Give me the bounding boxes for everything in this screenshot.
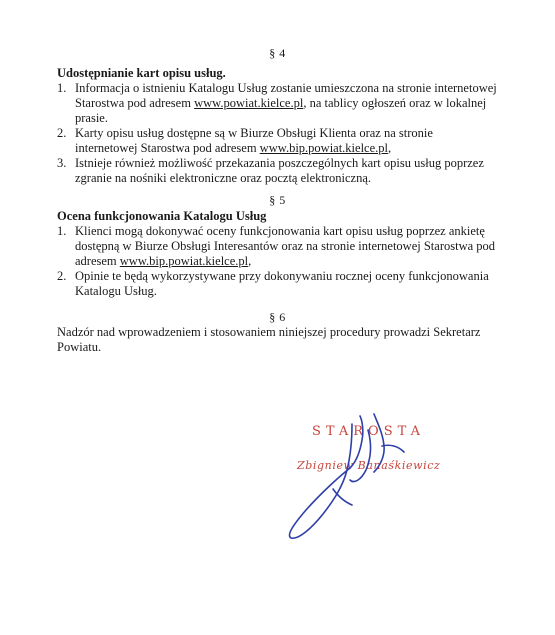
list-item-text-end: , [248,254,252,268]
bip-link[interactable]: www.bip.powiat.kielce.pl [259,141,388,155]
list-item-number: 3. [57,156,67,170]
section-5-heading: Ocena funkcjonowania Katalogu Usług [57,209,267,223]
list-item-text: Istnieje również możliwość przekazania poszczególnych kart opisu usług poprzez zgranie na nośniki elektroniczne oraz pocztą elektroniczną. [75,156,484,185]
list-item-text-end: , na tablicy ogłoszeń oraz w lokalnej prasie. [75,96,487,125]
list-item-text: Opinie te będą wykorzystywane przy dokonywaniu rocznej oceny funkcjonowania Katalogu Usług. [75,269,489,298]
list-item-text-end: , [388,141,392,155]
section-6-text: Nadzór nad wprowadzeniem i stosowaniem niniejszej procedury prowadzi Sekretarz Powiatu. [57,325,481,354]
list-item-text: Karty opisu usług dostępne są w Biurze Obsługi Klienta oraz na stronie internetowej Starostwa pod adresem [75,126,433,155]
section-4-sign: § 4 [269,46,286,60]
section-5-sign: § 5 [269,193,286,207]
list-item-number: 2. [57,126,67,140]
website-link[interactable]: www.powiat.kielce.pl [194,96,304,110]
bip-link[interactable]: www.bip.powiat.kielce.pl [119,254,249,268]
section-4-heading: Udostępnianie kart opisu usług. [57,66,226,80]
section-6-sign: § 6 [269,310,286,324]
list-item-number: 1. [57,81,67,95]
stamp-title: STAROSTA [312,424,425,439]
list-item-number: 1. [57,224,67,238]
list-item-number: 2. [57,269,67,283]
list-item-text: Klienci mogą dokonywać oceny funkcjonowania kart opisu usług poprzez ankietę dostępną w Biurze Obsługi Interesantów oraz na stronie internetowej Starostwa pod adresem [75,224,496,268]
list-item-text: Informacja o istnieniu Katalogu Usług zostanie umieszczona na stronie internetowej Starostwa pod adresem [75,81,497,110]
stamp-name: Zbigniew Banaśkiewicz [297,459,441,472]
